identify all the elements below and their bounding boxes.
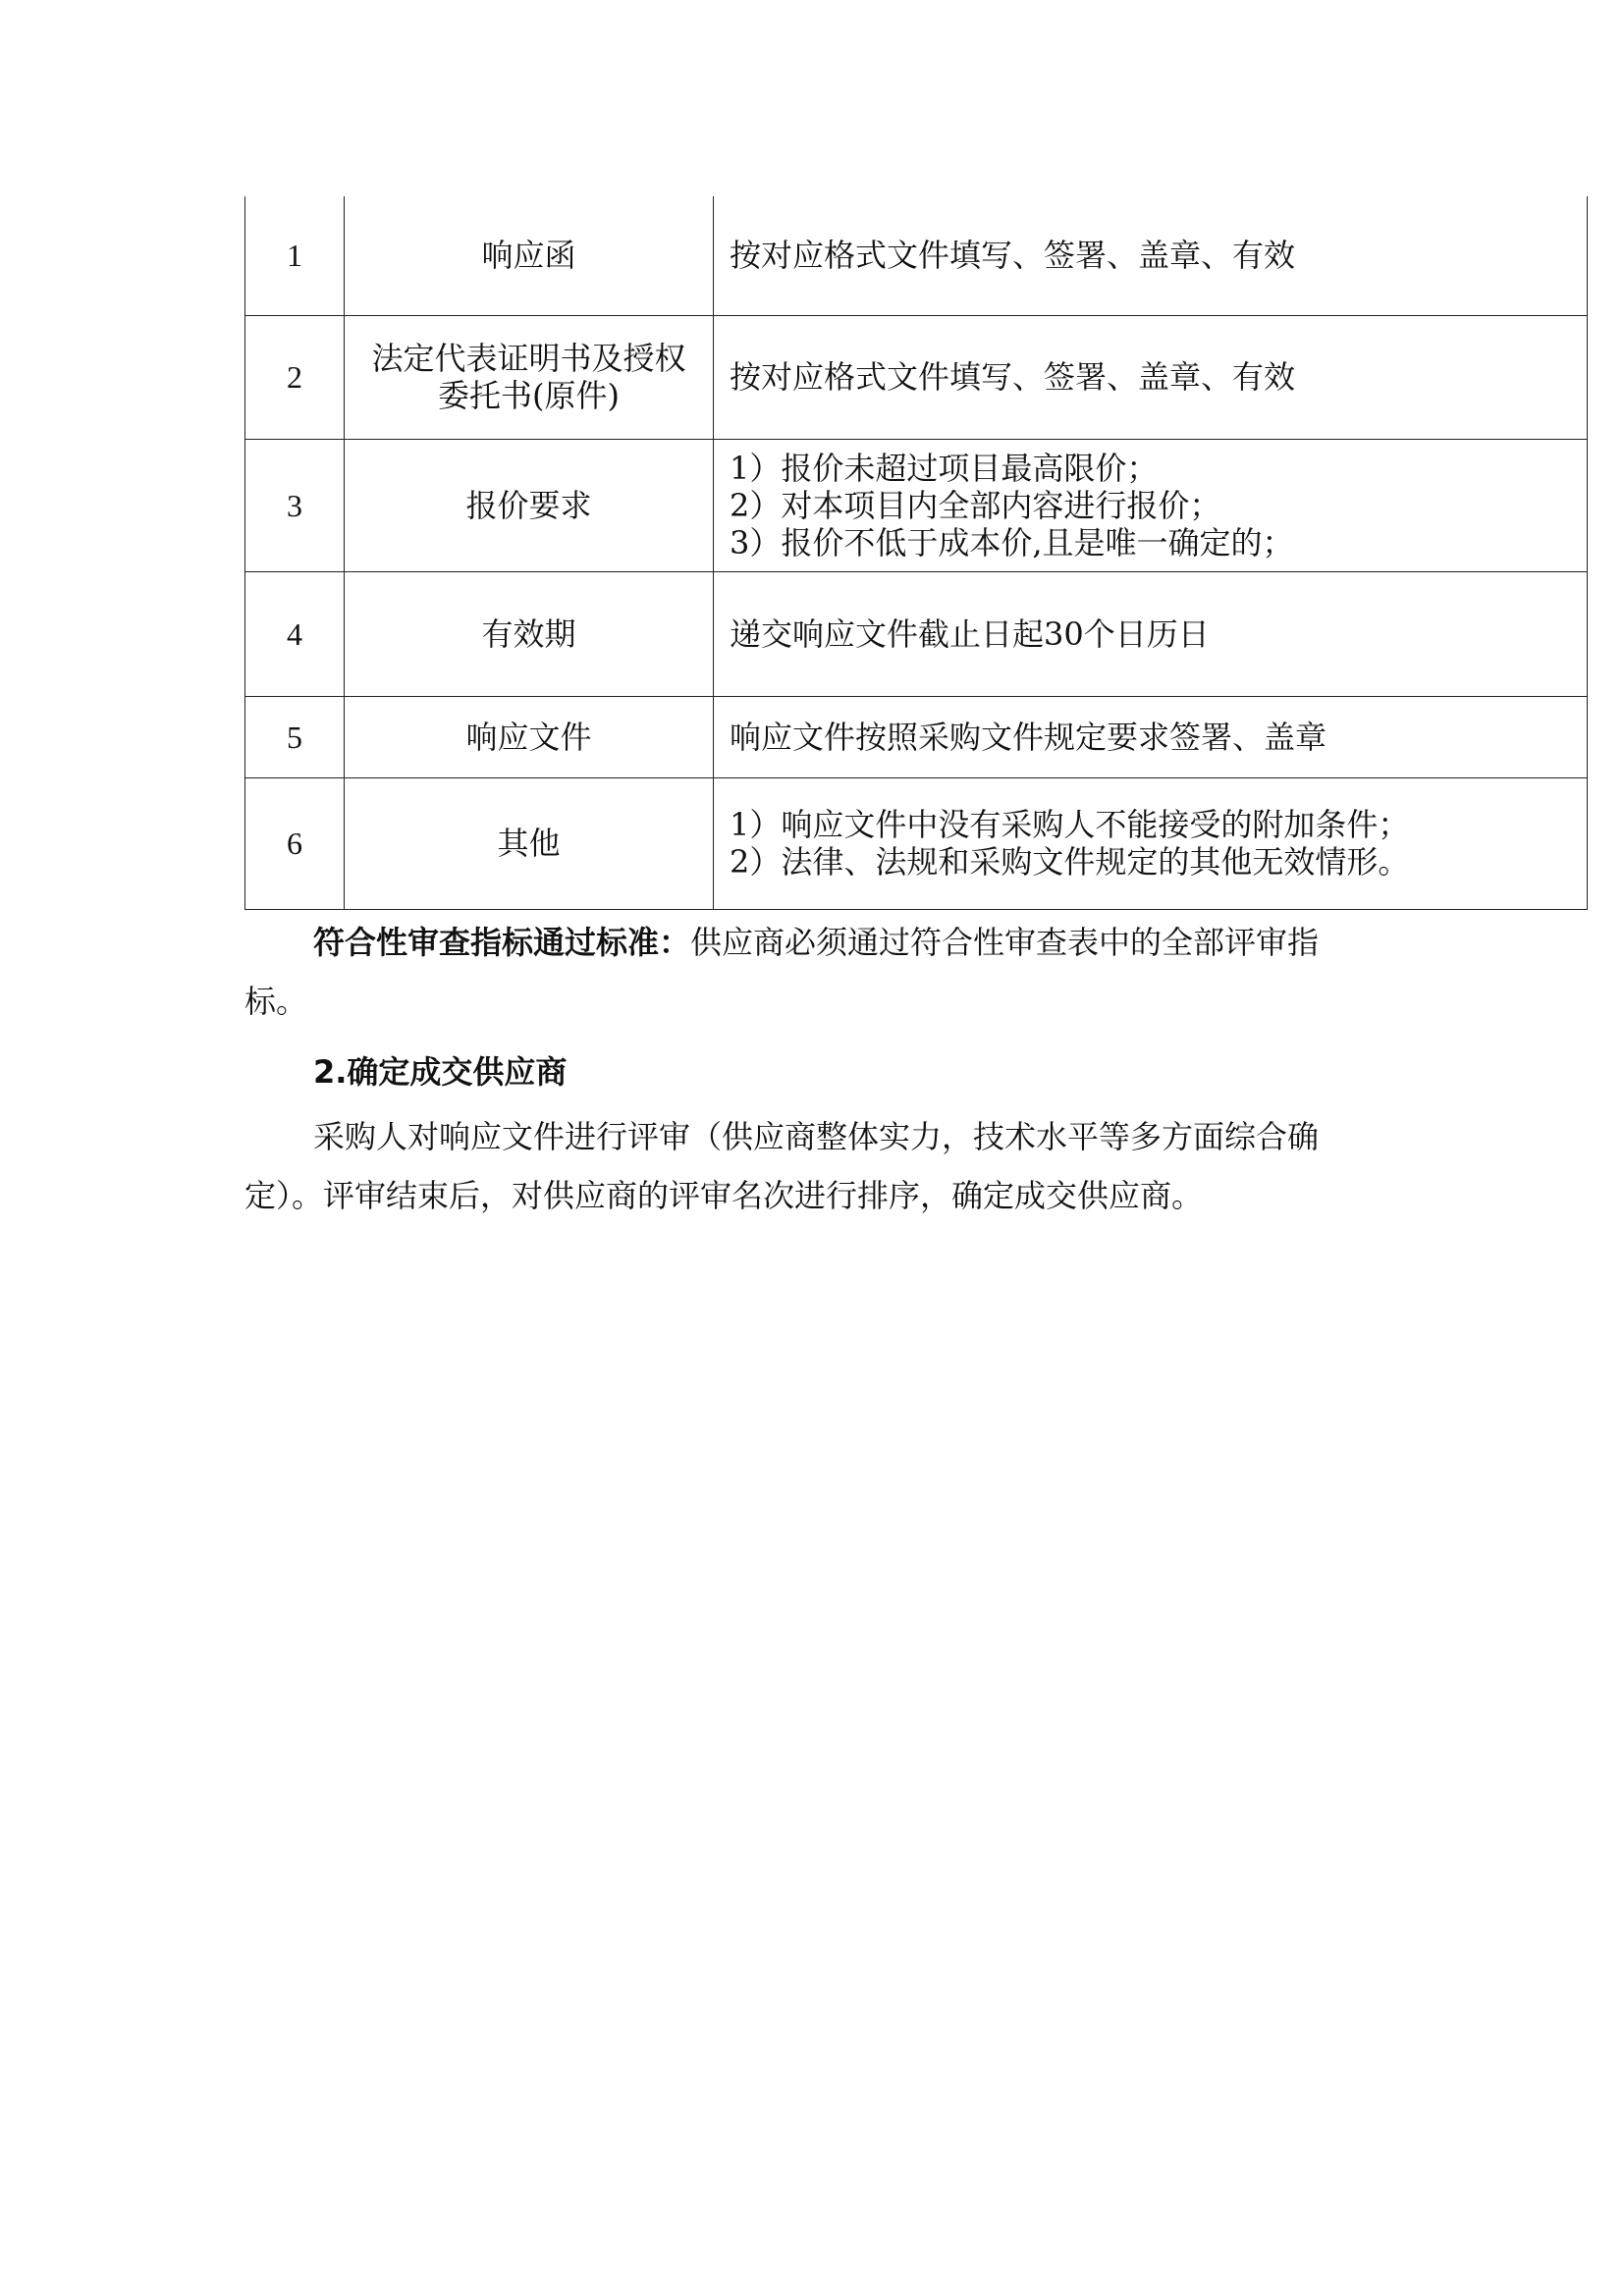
table-row [245, 696, 1588, 777]
row-number: 3 [245, 439, 345, 571]
pass-standard-text: 供应商必须通过符合性审查表中的全部评审指 [690, 924, 1320, 961]
review-requirement [714, 439, 1588, 571]
review-requirement [714, 696, 1588, 777]
pass-standard-line [244, 913, 1383, 972]
table-row [245, 196, 1588, 315]
row-number: 5 [245, 696, 345, 777]
requirement-line: 1）报价未超过项目最高限价； [730, 449, 1159, 487]
section-paragraph [244, 1107, 1383, 1225]
requirement-line: 响应文件按照采购文件规定要求签署、盖章 [730, 718, 1327, 756]
requirement-line: 按对应格式文件填写、签署、盖章、有效 [730, 358, 1296, 396]
pass-standard-label: 符合性审查指标通过标准： [313, 924, 691, 961]
requirement-line: 3）报价不低于成本价,且是唯一确定的； [730, 523, 1294, 561]
review-item: 响应文件 [345, 696, 714, 777]
row-number: 1 [245, 196, 345, 315]
requirement-line: 按对应格式文件填写、签署、盖章、有效 [730, 237, 1296, 275]
requirement-line: 递交响应文件截止日起30个日历日 [730, 614, 1210, 653]
section-paragraph-line: 采购人对响应文件进行评审（供应商整体实力，技术水平等多方面综合确 [313, 1118, 1320, 1155]
table-row [245, 777, 1588, 909]
review-requirement [714, 777, 1588, 909]
requirement-line: 2）法律、法规和采购文件规定的其他无效情形。 [730, 843, 1410, 881]
pass-standard-paragraph [244, 913, 1383, 1031]
review-item: 其他 [345, 777, 714, 909]
review-item: 报价要求 [345, 439, 714, 571]
table-row [245, 571, 1588, 696]
compliance-review-table [244, 196, 1588, 910]
review-requirement [714, 315, 1588, 439]
pass-standard-continuation: 标。 [244, 983, 308, 1020]
section-heading: 2.确定成交供应商 [313, 1053, 568, 1091]
table-row [245, 439, 1588, 571]
section-paragraph-continuation: 定）。评审结束后，对供应商的评审名次进行排序，确定成交供应商。 [244, 1177, 1204, 1214]
review-requirement [714, 196, 1588, 315]
requirement-line: 1）响应文件中没有采购人不能接受的附加条件； [730, 806, 1410, 843]
requirement-line: 2）对本项目内全部内容进行报价； [730, 486, 1221, 524]
table-row [245, 315, 1588, 439]
row-number: 4 [245, 571, 345, 696]
review-item: 法定代表证明书及授权委托书(原件) [345, 315, 714, 439]
review-item: 响应函 [345, 196, 714, 315]
review-requirement [714, 571, 1588, 696]
review-item: 有效期 [345, 571, 714, 696]
row-number: 2 [245, 315, 345, 439]
row-number: 6 [245, 777, 345, 909]
